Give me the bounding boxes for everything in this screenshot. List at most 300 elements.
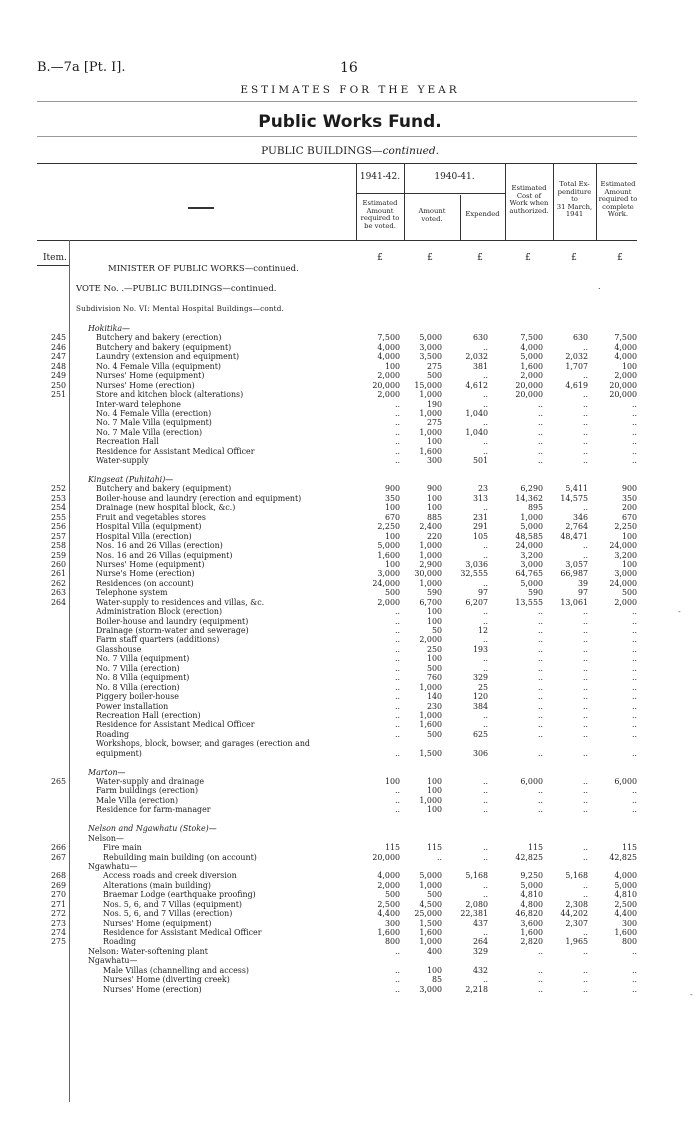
table-row — [0, 532, 700, 541]
row-value: .. — [482, 663, 488, 673]
row-value: .. — [482, 635, 488, 645]
row-value: 800 — [384, 937, 400, 947]
table-row — [0, 645, 700, 654]
row-value: 7,500 — [377, 333, 400, 343]
row-description: Butchery and bakery (erection) — [96, 333, 222, 343]
row-value: 5,000 — [520, 522, 543, 532]
row-value: .. — [631, 626, 637, 635]
table-row — [0, 352, 700, 361]
item-number: 266 — [50, 843, 66, 853]
item-number: 257 — [50, 531, 66, 541]
row-value: 85 — [431, 975, 442, 985]
row-value: 800 — [621, 937, 637, 947]
table-row — [0, 579, 700, 588]
row-value: .. — [537, 616, 543, 626]
row-description: Nurses' Home (equipment) — [103, 918, 212, 928]
row-value: 329 — [472, 673, 488, 683]
row-value: .. — [582, 342, 588, 352]
row-value: 1,000 — [419, 710, 442, 720]
table-row — [0, 853, 700, 862]
item-number: 267 — [50, 852, 66, 862]
row-value: .. — [394, 427, 400, 437]
row-value: 120 — [472, 692, 488, 702]
row-value: .. — [582, 852, 588, 862]
row-value: .. — [631, 616, 637, 626]
row-value: .. — [631, 437, 637, 447]
row-value: .. — [537, 946, 543, 956]
row-value: .. — [582, 399, 588, 409]
row-value: .. — [537, 399, 543, 409]
row-value: 250 — [426, 644, 442, 654]
row-value: .. — [582, 710, 588, 720]
row-value: 25,000 — [414, 909, 442, 919]
row-value: 4,500 — [419, 899, 442, 909]
row-value: 300 — [621, 918, 637, 928]
row-value: .. — [394, 418, 400, 428]
row-value: 2,820 — [520, 937, 543, 947]
row-value: 2,500 — [377, 899, 400, 909]
year-1940-41: 1940-41. — [434, 172, 475, 182]
row-value: .. — [482, 418, 488, 428]
row-value: .. — [631, 692, 637, 702]
row-value: 1,707 — [565, 361, 588, 371]
row-value: 630 — [572, 333, 588, 343]
row-value: .. — [582, 437, 588, 447]
row-value: .. — [631, 682, 637, 692]
table-row — [0, 588, 700, 597]
row-value: 2,307 — [565, 918, 588, 928]
group-heading-row — [0, 324, 700, 333]
row-description: Nos. 16 and 26 Villas (equipment) — [96, 550, 233, 560]
row-description: Boiler-house and laundry (erection and equipment) — [96, 493, 302, 503]
row-description: Nos. 5, 6, and 7 Villas (erection) — [103, 909, 233, 919]
row-value: .. — [582, 748, 588, 758]
table-row — [0, 890, 700, 899]
row-value: .. — [394, 710, 400, 720]
row-value: 1,000 — [419, 880, 442, 890]
row-value: .. — [482, 710, 488, 720]
row-value: .. — [631, 720, 637, 730]
table-row — [0, 777, 700, 786]
row-description: Hokitika— — [88, 324, 131, 333]
row-description: Ngawhatu— — [88, 956, 138, 966]
row-value: 30,000 — [414, 569, 442, 579]
row-description: Male Villa (erection) — [96, 795, 179, 805]
row-value: 760 — [426, 673, 442, 683]
row-value: .. — [394, 805, 400, 815]
row-value: .. — [582, 880, 588, 890]
row-value: 670 — [384, 512, 400, 522]
row-value: 3,200 — [520, 550, 543, 560]
row-value: 500 — [384, 890, 400, 900]
row-value: .. — [537, 644, 543, 654]
item-number: 259 — [50, 550, 66, 560]
row-value: 4,400 — [377, 909, 400, 919]
row-value: 2,308 — [565, 899, 588, 909]
row-value: 100 — [384, 559, 400, 569]
row-value: 100 — [426, 437, 442, 447]
table-row — [0, 739, 700, 748]
row-value: 140 — [426, 692, 442, 702]
row-value: 291 — [472, 522, 488, 532]
row-value: 48,585 — [515, 531, 543, 541]
row-value: .. — [537, 635, 543, 645]
row-value: .. — [394, 673, 400, 683]
row-description: Butchery and bakery (equipment) — [96, 342, 232, 352]
row-value: 14,575 — [560, 493, 588, 503]
item-number: 253 — [50, 493, 66, 503]
table-row — [0, 664, 700, 673]
row-value: 20,000 — [609, 380, 637, 390]
row-value: .. — [394, 663, 400, 673]
row-description: Store and kitchen block (alterations) — [96, 390, 244, 400]
row-description: Ngawhatu— — [88, 861, 138, 871]
row-value: 306 — [472, 748, 488, 758]
row-description: Hospital Villa (equipment) — [96, 522, 202, 532]
row-value: 4,000 — [520, 342, 543, 352]
row-value: .. — [631, 427, 637, 437]
row-value: 13,555 — [515, 597, 543, 607]
row-value: .. — [582, 975, 588, 985]
row-description: No. 4 Female Villa (equipment) — [96, 361, 221, 371]
row-description: Drainage (new hospital block, &c.) — [96, 503, 236, 513]
row-value: 100 — [426, 607, 442, 617]
row-description: Nurses' Home (erection) — [103, 984, 202, 994]
row-value: 1,000 — [419, 427, 442, 437]
row-value: 501 — [472, 456, 488, 466]
row-value: 2,000 — [520, 371, 543, 381]
row-value: 6,207 — [465, 597, 488, 607]
row-description: Nurses' Home (erection) — [96, 380, 195, 390]
row-description: Fire main — [103, 843, 142, 853]
item-number: 247 — [50, 352, 66, 362]
row-value: 14,362 — [515, 493, 543, 503]
row-value: 590 — [527, 588, 543, 598]
table-row — [0, 333, 700, 342]
pound-sign: £ — [525, 253, 531, 263]
row-value: 2,250 — [377, 522, 400, 532]
row-value: .. — [482, 550, 488, 560]
item-number: 245 — [50, 333, 66, 343]
table-row — [0, 428, 700, 437]
row-value: 6,700 — [419, 597, 442, 607]
row-description: No. 4 Female Villa (erection) — [96, 408, 212, 418]
pound-sign: £ — [571, 253, 577, 263]
col-est-cost: Estimated Cost of Work when authorized. — [509, 184, 549, 215]
row-value: .. — [631, 701, 637, 711]
table-row — [0, 786, 700, 795]
row-value: .. — [394, 729, 400, 739]
row-value: 100 — [621, 531, 637, 541]
row-value: 4,000 — [377, 352, 400, 362]
row-value: .. — [582, 408, 588, 418]
row-value: 437 — [472, 918, 488, 928]
pound-sign: £ — [377, 253, 383, 263]
row-value: 190 — [426, 399, 442, 409]
row-value: 2,764 — [565, 522, 588, 532]
row-value: .. — [582, 720, 588, 730]
row-description: Recreation Hall — [96, 437, 159, 447]
row-description: Nurses' Home (diverting creek) — [103, 975, 230, 985]
row-value: .. — [631, 805, 637, 815]
row-value: 25 — [477, 682, 488, 692]
row-description: Water-supply — [96, 456, 149, 466]
row-description: Residence for farm-manager — [96, 805, 211, 815]
row-value: 5,411 — [565, 484, 588, 494]
item-number: 251 — [50, 390, 66, 400]
item-number: 246 — [50, 342, 66, 352]
row-value: 1,000 — [419, 390, 442, 400]
row-value: .. — [537, 456, 543, 466]
row-description: Rebuilding main building (on account) — [103, 852, 257, 862]
row-value: .. — [631, 456, 637, 466]
item-number: 275 — [50, 937, 66, 947]
row-value: .. — [394, 635, 400, 645]
row-value: .. — [631, 946, 637, 956]
row-value: 4,000 — [614, 871, 637, 881]
row-value: 1,600 — [614, 928, 637, 937]
table-row — [0, 881, 700, 890]
row-value: .. — [582, 843, 588, 853]
row-description: Administration Block (erection) — [96, 607, 223, 617]
table-row — [0, 909, 700, 918]
table-row — [0, 871, 700, 880]
table-row — [0, 362, 700, 371]
row-value: .. — [582, 626, 588, 635]
section-subtitle — [0, 145, 700, 157]
row-description: No. 7 Male Villa (erection) — [96, 427, 203, 437]
row-value: 46,820 — [515, 909, 543, 919]
row-value: 115 — [527, 843, 543, 853]
row-value: 20,000 — [372, 380, 400, 390]
row-value: .. — [394, 446, 400, 456]
row-value: 346 — [572, 512, 588, 522]
pound-sign: £ — [477, 253, 483, 263]
row-description: Nos. 16 and 26 Villas (erection) — [96, 541, 223, 551]
row-value: 3,000 — [377, 569, 400, 579]
row-value: 1,500 — [419, 918, 442, 928]
subtitle-italic: continued. — [382, 145, 439, 157]
row-value: 275 — [426, 418, 442, 428]
row-value: 4,000 — [377, 342, 400, 352]
table-row — [0, 551, 700, 560]
row-value: 100 — [384, 361, 400, 371]
table-row — [0, 456, 700, 465]
row-value: .. — [582, 984, 588, 994]
row-value: .. — [582, 701, 588, 711]
row-value: 4,800 — [520, 899, 543, 909]
item-number: 273 — [50, 918, 66, 928]
table-row — [0, 400, 700, 409]
row-value: 1,040 — [465, 427, 488, 437]
year-1941-42: 1941-42. — [359, 172, 401, 182]
row-value: 590 — [426, 588, 442, 598]
row-value: .. — [394, 682, 400, 692]
estimates-table-body — [0, 324, 700, 994]
row-value: 5,000 — [377, 541, 400, 551]
row-description: Nelson: Water-softening plant — [88, 946, 208, 956]
row-value: .. — [394, 795, 400, 805]
row-value: 97 — [477, 588, 488, 598]
row-value: .. — [537, 427, 543, 437]
row-value: .. — [631, 607, 637, 617]
table-row — [0, 692, 700, 701]
item-number: 271 — [50, 899, 66, 909]
row-value: 9,250 — [520, 871, 543, 881]
row-value: 100 — [621, 559, 637, 569]
row-value: .. — [482, 720, 488, 730]
row-value: .. — [537, 720, 543, 730]
row-value: .. — [631, 635, 637, 645]
row-value: 42,825 — [609, 852, 637, 862]
margin-mark: - — [690, 990, 693, 999]
table-row — [0, 418, 700, 427]
row-value: .. — [631, 975, 637, 985]
table-row — [0, 673, 700, 682]
row-value: 42,825 — [515, 852, 543, 862]
row-value: 100 — [426, 616, 442, 626]
table-row — [0, 937, 700, 946]
row-description: Fruit and vegetables stores — [96, 512, 206, 522]
item-number: 274 — [50, 928, 66, 937]
page-title: ESTIMATES FOR THE YEAR — [240, 84, 460, 96]
row-value: 2,080 — [465, 899, 488, 909]
row-value: .. — [631, 663, 637, 673]
row-value: 1,000 — [419, 578, 442, 588]
row-description: Piggery boiler-house — [96, 692, 179, 702]
row-description: Boiler-house and laundry (equipment) — [96, 616, 249, 626]
row-value: .. — [537, 748, 543, 758]
row-description: Alterations (main building) — [103, 880, 211, 890]
row-value: .. — [482, 843, 488, 853]
row-value: .. — [482, 975, 488, 985]
row-value: 2,032 — [565, 352, 588, 362]
row-value: 5,000 — [419, 333, 442, 343]
row-value: 44,202 — [560, 909, 588, 919]
row-value: 329 — [472, 946, 488, 956]
row-value: .. — [582, 965, 588, 975]
row-value: .. — [394, 626, 400, 635]
row-value: 230 — [426, 701, 442, 711]
table-row — [0, 513, 700, 522]
row-value: 231 — [472, 512, 488, 522]
table-row — [0, 371, 700, 380]
vote-heading: VOTE No. .—PUBLIC BUILDINGS—continued. — [76, 284, 277, 294]
row-value: .. — [631, 984, 637, 994]
table-row — [0, 928, 700, 937]
table-row — [0, 843, 700, 852]
row-value: 115 — [621, 843, 637, 853]
row-value: 2,500 — [614, 899, 637, 909]
table-row — [0, 919, 700, 928]
row-value: .. — [482, 654, 488, 664]
row-description: Braemar Lodge (earthquake proofing) — [103, 890, 256, 900]
row-value: 2,000 — [614, 597, 637, 607]
row-value: 1,000 — [419, 541, 442, 551]
row-value: .. — [394, 644, 400, 654]
table-row — [0, 390, 700, 399]
row-value: .. — [537, 408, 543, 418]
table-row — [0, 720, 700, 729]
row-value: 193 — [472, 644, 488, 654]
row-value: 1,600 — [377, 550, 400, 560]
row-value: 20,000 — [372, 852, 400, 862]
fund-title: Public Works Fund. — [258, 112, 442, 132]
row-value: 220 — [426, 531, 442, 541]
group-heading-row — [0, 475, 700, 484]
col-est-amount: Estimated Amount required to be voted. — [360, 199, 400, 230]
subdivision-heading: Subdivision No. VI: Mental Hospital Buildings—contd. — [76, 304, 285, 313]
row-value: 500 — [384, 588, 400, 598]
table-row — [0, 437, 700, 446]
item-number: 270 — [50, 890, 66, 900]
row-description: Male Villas (channelling and access) — [103, 965, 249, 975]
row-description: Nurses' Home (equipment) — [96, 371, 205, 381]
row-value: .. — [482, 928, 488, 937]
row-value: 2,250 — [614, 522, 637, 532]
row-value: .. — [582, 446, 588, 456]
subtitle-main: PUBLIC BUILDINGS— — [261, 145, 383, 157]
row-value: 313 — [472, 493, 488, 503]
row-value: 1,965 — [565, 937, 588, 947]
row-value: .. — [482, 437, 488, 447]
item-number: 260 — [50, 559, 66, 569]
row-value: 6,000 — [520, 777, 543, 786]
row-description: Nurse's Home (erection) — [96, 569, 195, 579]
row-value: .. — [537, 418, 543, 428]
row-value: 24,000 — [515, 541, 543, 551]
row-description: No. 8 Villa (erection) — [96, 682, 180, 692]
row-description: Telephone system — [96, 588, 168, 598]
row-value: 3,500 — [419, 352, 442, 362]
row-value: .. — [537, 663, 543, 673]
row-value: .. — [582, 946, 588, 956]
row-value: .. — [631, 654, 637, 664]
item-number: 248 — [50, 361, 66, 371]
row-description: Marton— — [88, 767, 126, 777]
item-number: 258 — [50, 541, 66, 551]
row-value: 7,500 — [614, 333, 637, 343]
row-value: 100 — [384, 777, 400, 786]
row-value: 4,810 — [614, 890, 637, 900]
row-value: .. — [394, 701, 400, 711]
row-value: .. — [582, 777, 588, 786]
row-value: .. — [582, 390, 588, 400]
row-value: .. — [537, 729, 543, 739]
row-value: .. — [482, 399, 488, 409]
row-value: 100 — [426, 777, 442, 786]
table-row — [0, 409, 700, 418]
table-row — [0, 796, 700, 805]
row-value: 670 — [621, 512, 637, 522]
row-value: 20,000 — [515, 390, 543, 400]
row-value: 5,000 — [419, 871, 442, 881]
row-description: Workshops, block, bowser, and garages (erection and — [96, 739, 310, 749]
row-value: .. — [582, 541, 588, 551]
row-value: .. — [482, 805, 488, 815]
table-row — [0, 494, 700, 503]
row-value: 900 — [621, 484, 637, 494]
row-description: Roading — [103, 937, 137, 947]
row-value: 3,000 — [419, 342, 442, 352]
row-spacer — [0, 758, 700, 767]
row-value: 900 — [426, 484, 442, 494]
table-row — [0, 381, 700, 390]
row-value: 500 — [621, 588, 637, 598]
header-dash — [188, 207, 214, 209]
row-value: .. — [482, 541, 488, 551]
row-value: 1,000 — [419, 795, 442, 805]
